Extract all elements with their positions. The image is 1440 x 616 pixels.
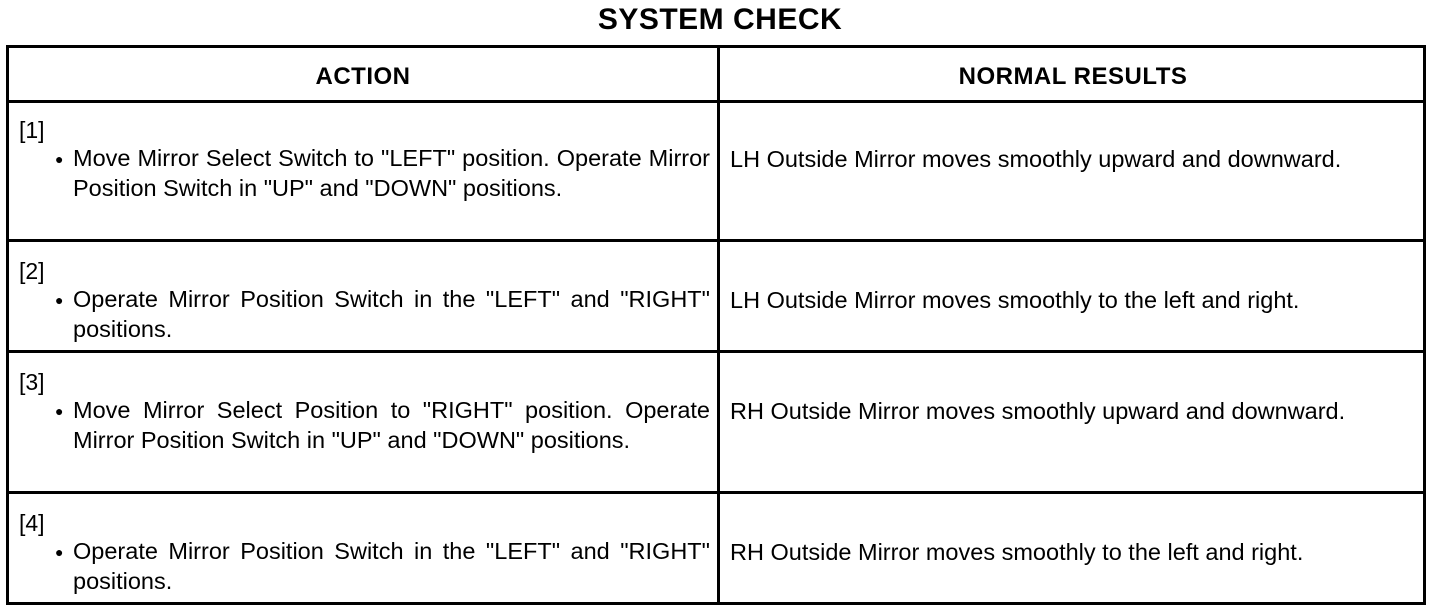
action-column-header: ACTION xyxy=(315,63,411,90)
step-number: [3] xyxy=(19,369,45,395)
row-divider xyxy=(9,239,1423,242)
system-check-table xyxy=(6,45,1426,605)
action-cell: Move Mirror Select Position to "RIGHT" position. Operate Mirror Position Switch in "UP" and "DOWN" positions. xyxy=(73,397,710,453)
result-cell: RH Outside Mirror moves smoothly to the left and right. xyxy=(730,539,1304,565)
step-number: [4] xyxy=(19,510,45,536)
header-divider xyxy=(9,100,1423,103)
bullet-icon: ● xyxy=(55,544,64,560)
bullet-icon: ● xyxy=(55,151,64,167)
action-cell: Move Mirror Select Switch to "LEFT" position. Operate Mirror Position Switch in "UP" and "DOWN" positions. xyxy=(73,145,710,201)
row-divider xyxy=(9,350,1423,353)
action-cell: Operate Mirror Position Switch in the "LEFT" and "RIGHT" positions. xyxy=(73,286,710,342)
result-cell: LH Outside Mirror moves smoothly upward and downward. xyxy=(730,146,1342,172)
action-cell: Operate Mirror Position Switch in the "LEFT" and "RIGHT" positions. xyxy=(73,538,710,594)
bullet-icon: ● xyxy=(55,403,64,419)
step-number: [1] xyxy=(19,117,45,143)
page-title: SYSTEM CHECK xyxy=(597,3,843,36)
result-cell: LH Outside Mirror moves smoothly to the left and right. xyxy=(730,287,1300,313)
bullet-icon: ● xyxy=(55,292,64,308)
row-divider xyxy=(9,491,1423,494)
results-column-header: NORMAL RESULTS xyxy=(958,63,1188,90)
result-cell: RH Outside Mirror moves smoothly upward and downward. xyxy=(730,398,1346,424)
step-number: [2] xyxy=(19,258,45,284)
column-divider xyxy=(717,48,720,602)
